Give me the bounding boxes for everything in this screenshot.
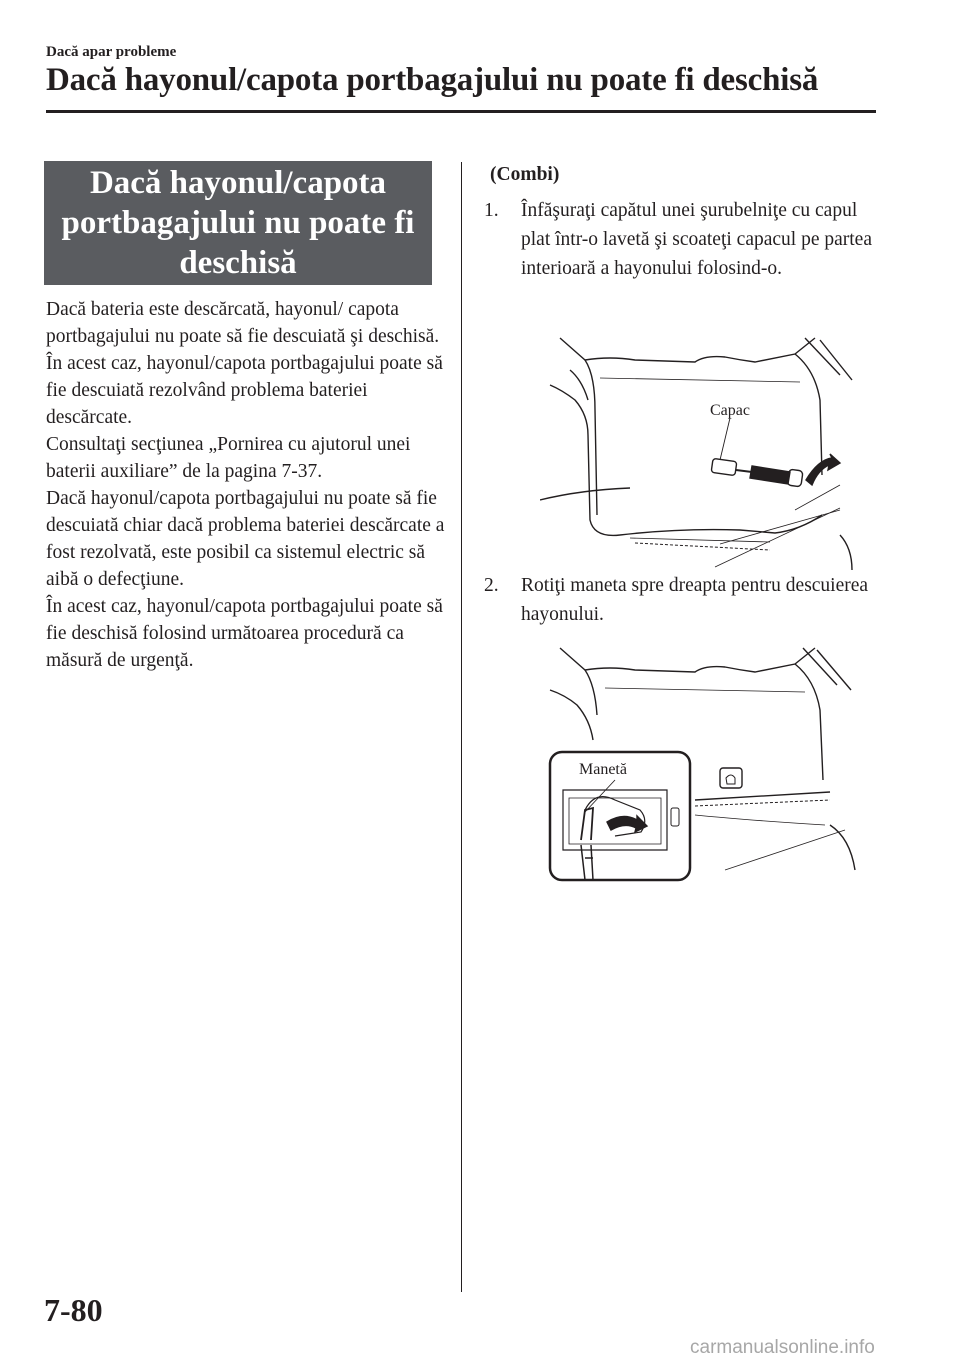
heading-rule — [46, 110, 876, 113]
page-heading: Dacă hayonul/capota portbagajului nu poate fi deschisă — [46, 62, 819, 98]
step-2 — [484, 571, 884, 629]
variant-label: (Combi) — [490, 164, 560, 185]
section-title-box — [44, 161, 432, 285]
step-text: Înfăşuraţi capătul unei şurubelniţe cu capul plat într-o lavetă şi scoateţi capacul pe partea interioară a hayonului folosind-o. — [521, 200, 872, 279]
page-number: 7-80 — [44, 1292, 103, 1328]
paragraph: Consultaţi secţiunea „Pornirea cu ajutorul unei baterii auxiliare” de la pagina 7-37. — [46, 434, 411, 482]
step-number: 2. — [484, 575, 499, 596]
paragraph: Dacă hayonul/capota portbagajului nu poate să fie descuiată chiar dacă problema bateriei descărcate a fost rezolvată, este posibil ca sistemul electric să aibă o defecţiune. — [46, 488, 445, 590]
watermark: carmanualsonline.info — [690, 1337, 875, 1358]
step-1 — [484, 196, 884, 283]
callout-label: Capac — [710, 402, 750, 419]
paragraph: Dacă bateria este descărcată, hayonul/ capota portbagajului nu poate să fie descuiată şi deschisă. — [46, 299, 440, 347]
body-text — [46, 296, 456, 674]
step-number: 1. — [484, 200, 499, 221]
step-text: Rotiţi maneta spre dreapta pentru descuierea hayonului. — [521, 575, 869, 625]
section-label: Dacă apar probleme — [46, 44, 177, 60]
column-divider — [461, 162, 462, 1292]
tailgate-lever-illustration — [545, 640, 865, 890]
paragraph: În acest caz, hayonul/capota portbagajului poate să fie descuiată rezolvând problema bateriei descărcate. — [46, 353, 443, 428]
paragraph: În acest caz, hayonul/capota portbagajului poate să fie deschisă folosind următoarea procedură ca măsură de urgenţă. — [46, 596, 443, 671]
section-title: Dacă hayonul/capota portbagajului nu poate fi deschisă — [61, 165, 415, 281]
tailgate-cover-illustration — [540, 330, 860, 570]
callout-label: Manetă — [579, 761, 627, 778]
